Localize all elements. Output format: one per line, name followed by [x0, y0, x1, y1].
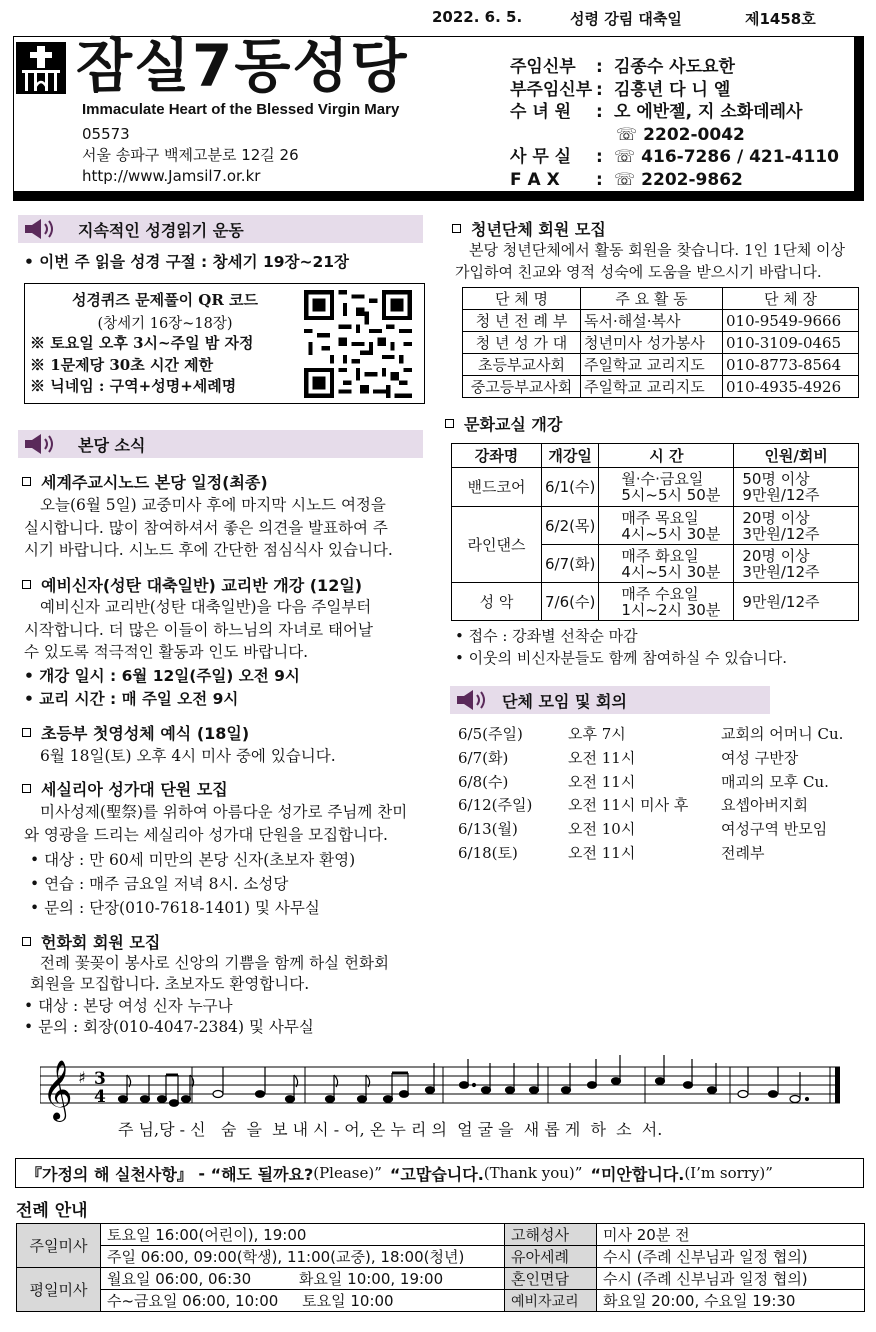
- table-row: 중고등부교사회 주일학교 교리지도 010-4935-4926: [463, 376, 859, 398]
- family-year-box: 『가정의 해 실천사항』 - “해도 될까요? (Please)” “고맙습니다. (Thank you)” “미안합니다. (I’m sorry)”: [15, 1158, 864, 1188]
- issue-date: 2022. 6. 5.: [432, 8, 523, 26]
- table-row: 밴드코어 6/1(수) 월·수·금요일 5시~5시 50분 50명 이상 9만원/12주: [452, 468, 859, 507]
- table-row: 수~금요일 06:00, 10:00 토요일 10:00 예비자교리 화요일 20:00, 수요일 19:30: [17, 1290, 865, 1312]
- quiz-rule: ※ 닉네임 : 구역+성명+세례명: [30, 377, 237, 395]
- news-heading: 초등부 첫영성체 예식 (18일): [22, 721, 249, 744]
- section-title: 지속적인 성경읽기 운동: [78, 220, 244, 240]
- list-item: 6/13(월) 오전 10시 여성구역 반모임: [458, 820, 828, 839]
- square-bullet-icon: [22, 728, 31, 737]
- list-item: 6/18(토) 오전 11시 전례부: [458, 843, 765, 862]
- section-title: 본당 소식: [78, 435, 146, 455]
- square-bullet-icon: [452, 224, 461, 233]
- table-row: 성 악 7/6(수) 매주 수요일 1시~2시 30분 9만원/12주: [452, 583, 859, 621]
- section-bar-meetings: [450, 686, 770, 714]
- table-row: 청 년 전 례 부 독서·해설·복사 010-9549-9666: [463, 310, 859, 332]
- liturgy-title: 전례 안내: [16, 1201, 88, 1221]
- table-row: 주일미사 토요일 16:00(어린이), 19:00 고해성사 미사 20분 전: [17, 1224, 865, 1246]
- table-row: 라인댄스 6/2(목) 매주 목요일 4시~5시 30분 20명 이상 3만원/12주: [452, 507, 859, 545]
- youth-heading: 청년단체 회원 모집: [452, 217, 606, 240]
- speaker-icon: [22, 216, 60, 242]
- square-bullet-icon: [22, 580, 31, 589]
- news-body: 6월 18일(토) 오후 4시 미사 중에 있습니다.: [40, 747, 336, 765]
- issue-line: [420, 8, 870, 34]
- culture-table: [451, 443, 859, 621]
- news-body: 오늘(6월 5일) 교중미사 후에 마지막 시노드 여정을 실시합니다. 많이 참여하셔서 좋은 의견을 발표하여 주 시기 바랍니다. 시노드 후에 간단한 점심식사 있습니다.: [24, 496, 393, 559]
- feast-name: 성령 강림 대축일: [570, 10, 682, 28]
- news-bullets: • 대상 : 본당 여성 신자 누구나 • 문의 : 회장(010-4047-2384) 및 사무실: [24, 997, 314, 1036]
- quiz-rules: [30, 333, 254, 398]
- news-heading: 세실리아 성가대 단원 모집: [22, 777, 228, 800]
- section-bar-bible: [18, 215, 423, 243]
- square-bullet-icon: [22, 477, 31, 486]
- contact-info: [510, 56, 839, 191]
- info-row: ☏ 2202-0042: [616, 124, 745, 145]
- qr-code-icon[interactable]: [303, 290, 413, 398]
- liturgy-table: [16, 1223, 865, 1312]
- quiz-title: 성경퀴즈 문제풀이 QR 코드: [71, 291, 259, 309]
- table-row: 청 년 성 가 대 청년미사 성가봉사 010-3109-0465: [463, 332, 859, 354]
- svg-text:4: 4: [94, 1087, 106, 1107]
- culture-heading: 문화교실 개강: [445, 412, 562, 435]
- info-row: 수 녀 원 : 오 에반젤, 지 소화데레사: [510, 102, 803, 122]
- church-subtitle: Immaculate Heart of the Blessed Virgin Mary: [82, 101, 400, 118]
- news-bullets: • 대상 : 만 60세 미만의 본당 신자(초보자 환영) • 연습 : 매주 금요일 저녁 8시. 소성당 • 문의 : 단장(010-7618-1401) 및 사무실: [30, 851, 356, 917]
- family-title: 『가정의 해 실천사항』: [26, 1164, 193, 1184]
- news-body: 미사성제(聖祭)를 위하여 아름다운 성가로 주님께 찬미 와 영광을 드리는 세실리아 성가대 단원을 모집합니다.: [24, 803, 408, 844]
- square-bullet-icon: [22, 784, 31, 793]
- info-row: 부주임신부 : 김흥년 다 니 엘: [510, 79, 731, 100]
- svg-text:♯: ♯: [78, 1068, 86, 1087]
- church-address: [82, 124, 299, 187]
- list-item: 6/5(주일) 오후 7시 교회의 어머니 Cu.: [458, 725, 844, 743]
- quiz-rule: ※ 토요일 오후 3시~주일 밤 자정: [30, 334, 254, 352]
- zip-code: 05573: [82, 125, 130, 143]
- speaker-icon: [454, 687, 492, 713]
- speaker-icon: [22, 431, 60, 457]
- list-item: 6/8(수) 오전 11시 매괴의 모후 Cu.: [458, 772, 829, 791]
- song-lyrics: 주 님,당 - 신 숨 을 보 내 시 - 어, 온 누 리 의 얼 굴 을 새 롭 게 하 소 서.: [118, 1120, 663, 1139]
- table-row: 주일 06:00, 09:00(학생), 11:00(교중), 18:00(청년) 유아세례 수시 (주례 신부님과 일정 협의): [17, 1246, 865, 1268]
- list-item: 6/7(화) 오전 11시 여성 구반장: [458, 748, 799, 767]
- website-link[interactable]: http://www.Jamsil7.or.kr: [82, 167, 261, 185]
- square-bullet-icon: [22, 937, 31, 946]
- list-item: 6/12(주일) 오전 11시 미사 후 요셉아버지회: [458, 796, 808, 815]
- meeting-schedule: [458, 723, 843, 866]
- table-row: 6/7(화) 매주 화요일 4시~5시 30분 20명 이상 3만원/12주: [452, 545, 859, 583]
- youth-table: [462, 287, 859, 398]
- table-row: 초등부교사회 주일학교 교리지도 010-8773-8564: [463, 354, 859, 376]
- table-row: 평일미사 월요일 06:00, 06:30 화요일 10:00, 19:00 혼인면담 수시 (주례 신부님과 일정 협의): [17, 1268, 865, 1290]
- header-shadow: [855, 36, 864, 201]
- section-title: 단체 모임 및 회의: [502, 691, 627, 711]
- svg-text:3: 3: [94, 1069, 106, 1089]
- news-heading: 세계주교시노드 본당 일정(최종): [22, 470, 268, 493]
- church-logo-icon: [16, 42, 66, 94]
- news-body: 전례 꽃꽂이 봉사로 신앙의 기쁨을 함께 하실 헌화회 회원을 모집합니다. 초보자도 환영합니다.: [30, 954, 389, 993]
- bible-reading-line: • 이번 주 읽을 성경 구절 : 창세기 19장~21장: [24, 253, 350, 271]
- quiz-sub: (창세기 16장~18장): [97, 316, 233, 332]
- table-header-row: 강좌명 개강일 시 간 인원/회비: [452, 444, 859, 468]
- church-title: 잠실7동성당: [76, 32, 409, 100]
- street-address: 서울 송파구 백제고분로 12길 26: [82, 146, 299, 164]
- culture-notes: • 접수 : 강좌별 선착순 마감 • 이웃의 비신자분들도 함께 참여하실 수 있습니다.: [455, 627, 788, 667]
- issue-number: 제1458호: [745, 10, 816, 28]
- header-shadow-bottom: [13, 192, 864, 201]
- info-row: 주임신부 : 김종수 사도요한: [510, 57, 735, 77]
- news-bullets: • 개강 일시 : 6월 12일(주일) 오전 9시 • 교리 시간 : 매 주일 오전 9시: [24, 667, 300, 708]
- youth-body: 본당 청년단체에서 활동 회원을 찾습니다. 1인 1단체 이상 가입하여 친교와 영적 성숙에 도움을 받으시기 바랍니다.: [455, 241, 846, 281]
- quiz-rule: ※ 1문제당 30초 시간 제한: [30, 355, 214, 374]
- table-header-row: 단 체 명 주 요 활 동 단 체 장: [463, 288, 859, 310]
- info-row: F A X : ☏ 2202-9862: [510, 169, 743, 190]
- news-heading: 헌화회 회원 모집: [22, 930, 160, 953]
- section-bar-news: [18, 430, 423, 458]
- news-heading: 예비신자(성탄 대축일반) 교리반 개강 (12일): [22, 573, 362, 596]
- info-row: 사 무 실 : ☏ 416-7286 / 421-4110: [510, 147, 839, 167]
- square-bullet-icon: [445, 419, 454, 428]
- news-body: 예비신자 교리반(성탄 대축일반)을 다음 주일부터 시작합니다. 더 많은 이들이 하느님의 자녀로 태어날 수 있도록 적극적인 활동과 인도 바랍니다.: [24, 598, 373, 661]
- treble-clef-icon: 𝄞: [42, 1060, 73, 1120]
